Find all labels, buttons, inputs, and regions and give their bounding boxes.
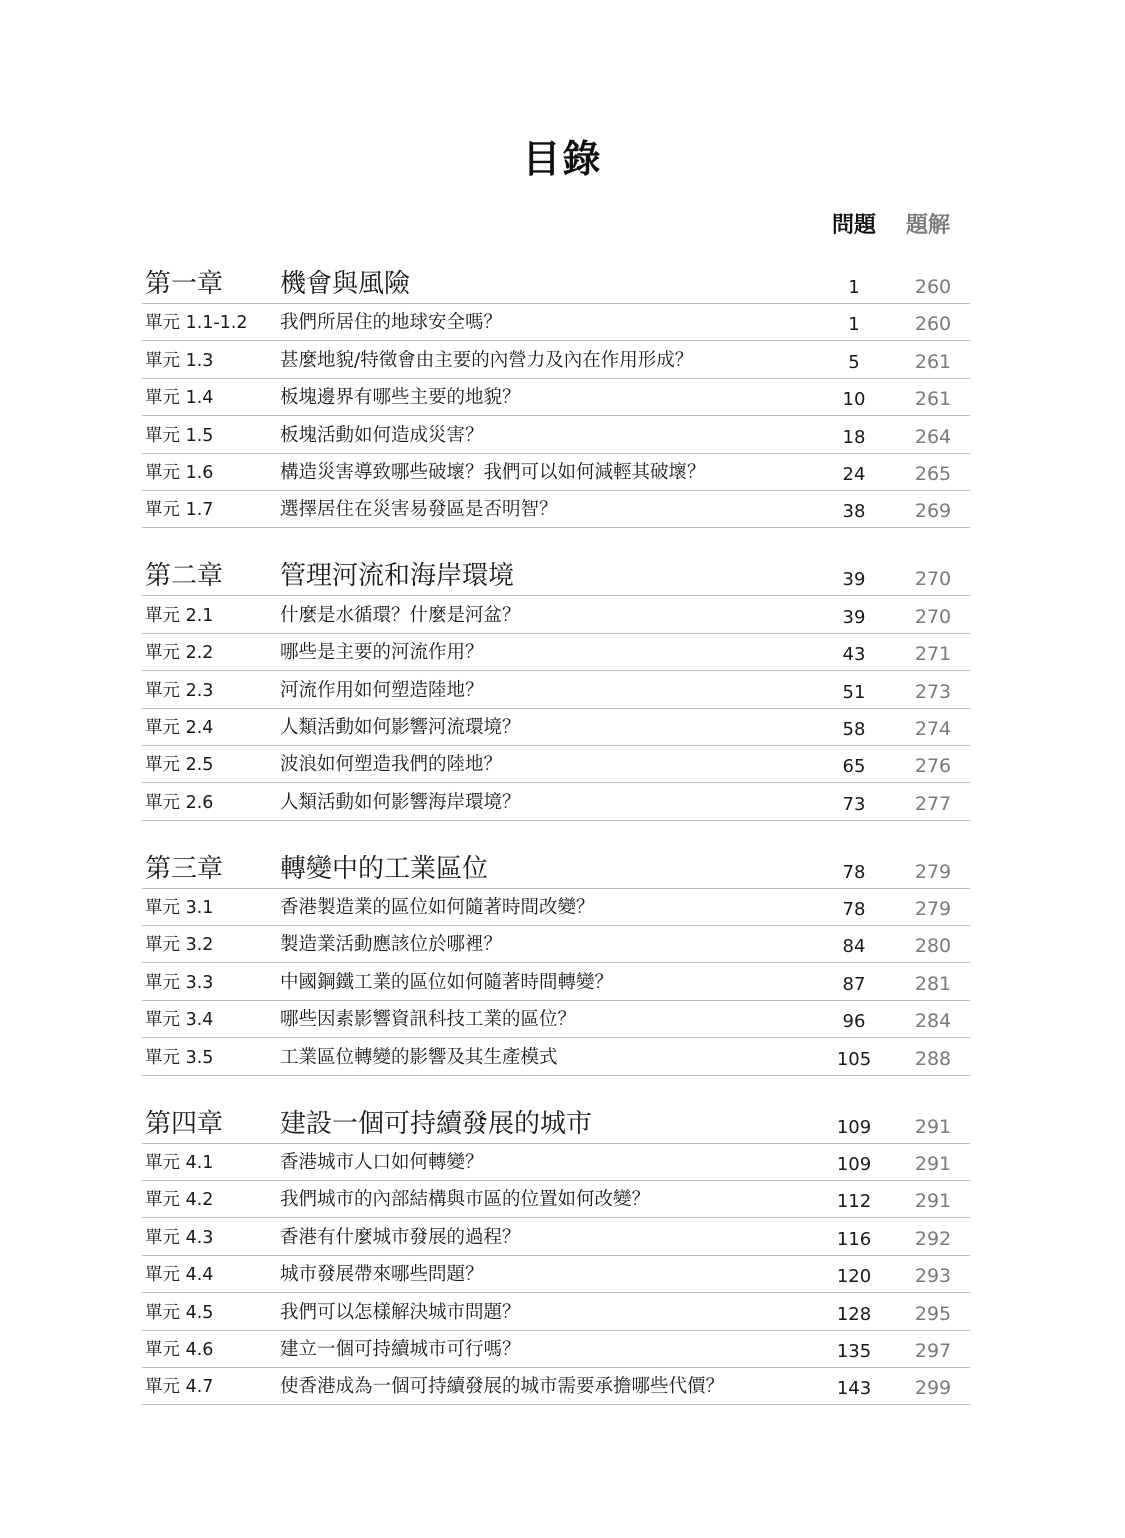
entry-label: 單元 2.3 xyxy=(145,680,214,701)
unit-row[interactable] xyxy=(142,746,970,783)
entry-label: 單元 2.2 xyxy=(145,643,214,664)
solution-page-number: 274 xyxy=(914,717,952,740)
entry-title: 人類活動如何影響海岸環境？ xyxy=(280,791,521,813)
entry-label: 單元 4.6 xyxy=(145,1339,214,1360)
unit-row[interactable] xyxy=(142,1218,970,1255)
solution-page-number: 291 xyxy=(914,1153,952,1176)
chapter-heading-row[interactable] xyxy=(142,1106,970,1144)
solution-page-number: 265 xyxy=(914,462,952,485)
unit-row[interactable] xyxy=(142,596,970,633)
solution-page-number: 284 xyxy=(914,1010,952,1033)
unit-row[interactable] xyxy=(142,454,970,491)
entry-title: 工業區位轉變的影響及其生產模式 xyxy=(280,1046,558,1068)
entry-label: 單元 2.5 xyxy=(145,755,214,776)
entry-label: 單元 4.4 xyxy=(145,1265,214,1286)
entry-title: 中國鋼鐵工業的區位如何隨著時間轉變？ xyxy=(280,971,614,993)
solution-page-number: 279 xyxy=(914,898,952,921)
entry-label: 單元 1.5 xyxy=(145,425,214,446)
entry-title: 板塊邊界有哪些主要的地貌？ xyxy=(280,387,521,409)
solution-page-number: 279 xyxy=(914,860,952,883)
unit-row[interactable] xyxy=(142,963,970,1000)
unit-row[interactable] xyxy=(142,709,970,746)
solution-page-number: 260 xyxy=(914,313,952,336)
solution-page-number: 291 xyxy=(914,1115,952,1138)
entry-label: 單元 2.6 xyxy=(145,792,214,813)
question-page-number: 109 xyxy=(836,1154,872,1176)
question-column-header: 問題 xyxy=(832,213,877,238)
entry-label: 單元 1.3 xyxy=(145,350,214,371)
solution-page-number: 261 xyxy=(914,350,952,373)
chapter-section xyxy=(142,851,970,1076)
question-page-number: 78 xyxy=(842,861,866,883)
chapter-section xyxy=(142,558,970,820)
solution-page-number: 295 xyxy=(914,1302,952,1325)
entry-title: 建立一個可持續城市可行嗎？ xyxy=(280,1338,521,1360)
question-page-number: 96 xyxy=(842,1011,866,1033)
question-page-number: 51 xyxy=(842,681,866,703)
question-page-number: 78 xyxy=(842,899,866,921)
unit-row[interactable] xyxy=(142,889,970,926)
question-page-number: 38 xyxy=(842,501,866,523)
unit-row[interactable] xyxy=(142,304,970,341)
entry-title: 板塊活動如何造成災害？ xyxy=(280,424,484,446)
question-page-number: 39 xyxy=(842,569,866,591)
entry-title: 什麼是水循環？什麼是河盆？ xyxy=(280,604,521,626)
solution-page-number: 276 xyxy=(914,755,952,778)
chapter-heading-row[interactable] xyxy=(142,266,970,304)
entry-label: 單元 3.4 xyxy=(145,1010,214,1031)
entry-label: 單元 1.7 xyxy=(145,500,214,521)
unit-row[interactable] xyxy=(142,1038,970,1075)
chapter-heading-row[interactable] xyxy=(142,851,970,889)
entry-label: 第二章 xyxy=(145,561,224,592)
entry-title: 轉變中的工業區位 xyxy=(280,853,489,884)
entry-title: 哪些是主要的河流作用？ xyxy=(280,642,484,664)
page-title: 目錄 xyxy=(522,137,603,181)
question-page-number: 87 xyxy=(842,973,866,995)
entry-title: 管理河流和海岸環境 xyxy=(280,561,515,592)
entry-title: 選擇居住在災害易發區是否明智？ xyxy=(280,499,558,521)
entry-title: 建設一個可持續發展的城市 xyxy=(280,1108,593,1139)
entry-title: 城市發展帶來哪些問題？ xyxy=(280,1264,484,1286)
unit-row[interactable] xyxy=(142,1368,970,1405)
solution-page-number: 260 xyxy=(914,276,952,298)
entry-label: 單元 4.5 xyxy=(145,1302,214,1323)
unit-row[interactable] xyxy=(142,1331,970,1368)
solution-page-number: 297 xyxy=(914,1339,952,1362)
unit-row[interactable] xyxy=(142,379,970,416)
question-page-number: 112 xyxy=(836,1191,872,1213)
question-page-number: 1 xyxy=(848,277,860,298)
unit-row[interactable] xyxy=(142,491,970,528)
unit-row[interactable] xyxy=(142,783,970,820)
question-page-number: 58 xyxy=(842,718,866,740)
question-page-number: 128 xyxy=(836,1303,872,1325)
unit-row[interactable] xyxy=(142,1256,970,1293)
entry-label: 單元 1.1-1.2 xyxy=(145,313,248,334)
entry-label: 單元 2.1 xyxy=(145,605,214,626)
entry-label: 單元 1.4 xyxy=(145,388,214,409)
entry-title: 我們所居住的地球安全嗎？ xyxy=(280,312,503,334)
unit-row[interactable] xyxy=(142,1144,970,1181)
question-page-number: 18 xyxy=(842,426,866,448)
unit-row[interactable] xyxy=(142,1181,970,1218)
entry-label: 單元 4.2 xyxy=(145,1190,214,1211)
question-page-number: 24 xyxy=(842,463,866,485)
question-page-number: 135 xyxy=(836,1340,872,1362)
entry-label: 第三章 xyxy=(145,853,224,884)
question-page-number: 105 xyxy=(836,1048,872,1070)
unit-row[interactable] xyxy=(142,341,970,378)
chapter-section xyxy=(142,1106,970,1406)
entry-title: 製造業活動應該位於哪裡？ xyxy=(280,934,503,956)
entry-label: 單元 3.1 xyxy=(145,898,214,919)
entry-label: 單元 4.1 xyxy=(145,1153,214,1174)
entry-label: 第四章 xyxy=(145,1108,224,1139)
solution-page-number: 288 xyxy=(914,1047,952,1070)
solution-page-number: 269 xyxy=(914,500,952,523)
entry-title: 機會與風險 xyxy=(280,269,411,299)
question-page-number: 116 xyxy=(836,1228,872,1250)
solution-page-number: 270 xyxy=(914,605,952,628)
chapter-heading-row[interactable] xyxy=(142,558,970,596)
solution-page-number: 264 xyxy=(914,425,952,448)
entry-label: 單元 4.7 xyxy=(145,1377,214,1398)
entry-label: 單元 2.4 xyxy=(145,717,214,738)
question-page-number: 39 xyxy=(842,606,866,628)
question-page-number: 65 xyxy=(842,756,866,778)
unit-row[interactable] xyxy=(142,926,970,963)
question-page-number: 143 xyxy=(836,1378,872,1400)
entry-label: 單元 3.3 xyxy=(145,972,214,993)
question-page-number: 1 xyxy=(848,314,860,336)
table-of-contents xyxy=(142,266,970,1435)
unit-row[interactable] xyxy=(142,416,970,453)
solution-page-number: 271 xyxy=(914,643,952,666)
question-page-number: 120 xyxy=(836,1266,872,1288)
solution-page-number: 270 xyxy=(914,568,952,591)
entry-title: 我們可以怎樣解決城市問題？ xyxy=(280,1301,521,1323)
entry-label: 第一章 xyxy=(145,269,224,299)
entry-title: 香港有什麼城市發展的過程？ xyxy=(280,1226,521,1248)
unit-row[interactable] xyxy=(142,1001,970,1038)
entry-title: 我們城市的內部結構與市區的位置如何改變？ xyxy=(280,1189,651,1211)
entry-label: 單元 4.3 xyxy=(145,1227,214,1248)
entry-label: 單元 3.2 xyxy=(145,935,214,956)
solution-page-number: 292 xyxy=(914,1227,952,1250)
unit-row[interactable] xyxy=(142,634,970,671)
unit-row[interactable] xyxy=(142,671,970,708)
entry-title: 使香港成為一個可持續發展的城市需要承擔哪些代價？ xyxy=(280,1376,725,1398)
question-page-number: 43 xyxy=(842,644,866,666)
solution-page-number: 273 xyxy=(914,680,952,703)
question-page-number: 5 xyxy=(848,351,860,373)
entry-title: 哪些因素影響資訊科技工業的區位？ xyxy=(280,1009,577,1031)
solution-page-number: 291 xyxy=(914,1190,952,1213)
question-page-number: 10 xyxy=(842,389,866,411)
question-page-number: 109 xyxy=(836,1116,872,1138)
solution-page-number: 277 xyxy=(914,792,952,815)
entry-title: 人類活動如何影響河流環境？ xyxy=(280,716,521,738)
entry-title: 波浪如何塑造我們的陸地？ xyxy=(280,754,503,776)
entry-title: 香港製造業的區位如何隨著時間改變？ xyxy=(280,897,595,919)
entry-label: 單元 3.5 xyxy=(145,1047,214,1068)
entry-label: 單元 1.6 xyxy=(145,462,214,483)
solution-page-number: 261 xyxy=(914,388,952,411)
solution-page-number: 280 xyxy=(914,935,952,958)
entry-title: 香港城市人口如何轉變？ xyxy=(280,1152,484,1174)
entry-title: 構造災害導致哪些破壞？我們可以如何減輕其破壞？ xyxy=(280,461,706,483)
solution-column-header: 題解 xyxy=(906,213,951,238)
entry-title: 河流作用如何塑造陸地？ xyxy=(280,679,484,701)
question-page-number: 73 xyxy=(842,793,866,815)
solution-page-number: 281 xyxy=(914,972,952,995)
solution-page-number: 299 xyxy=(914,1377,952,1400)
unit-row[interactable] xyxy=(142,1293,970,1330)
solution-page-number: 293 xyxy=(914,1265,952,1288)
question-page-number: 84 xyxy=(842,936,866,958)
entry-title: 甚麼地貌/特徵會由主要的內營力及內在作用形成？ xyxy=(280,349,694,371)
chapter-section xyxy=(142,266,970,528)
